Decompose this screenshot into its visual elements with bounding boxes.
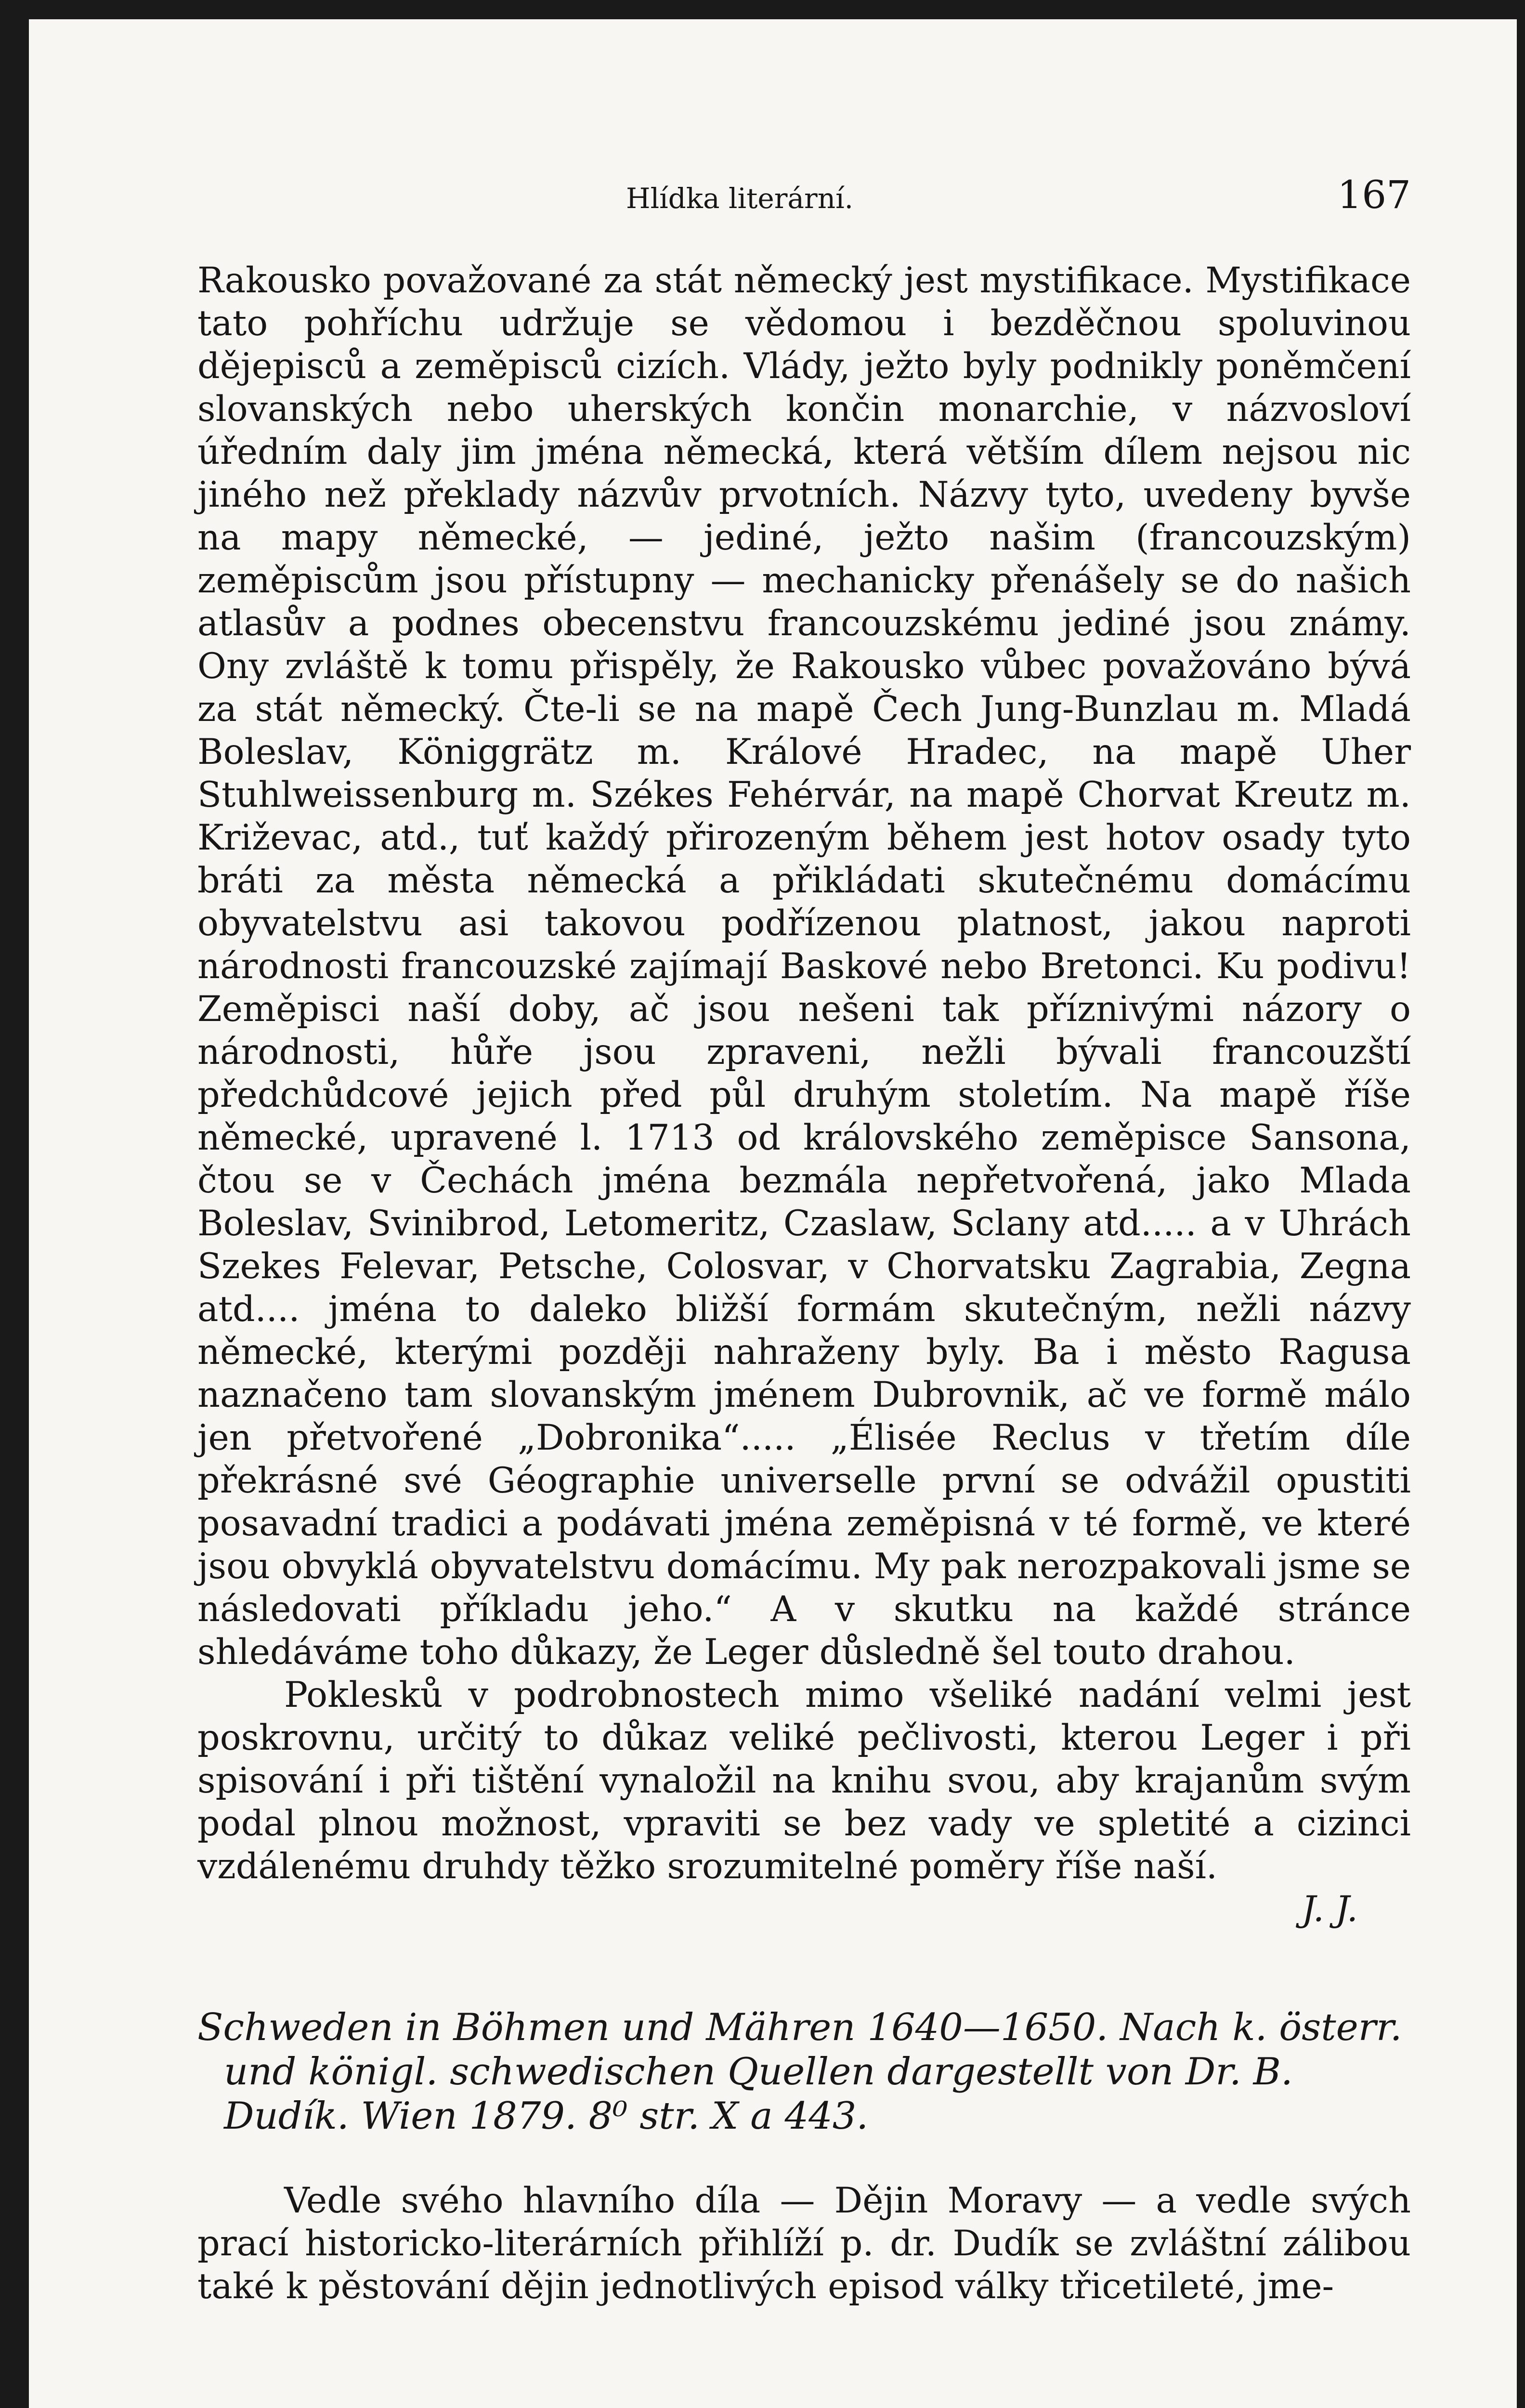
running-title: Hlídka literární. (626, 182, 854, 215)
paragraph-conclusion: Poklesků v podrobnostech mimo všeliké nadání velmi jest poskrovnu, určitý to důkaz veliké pečlivosti, kterou Leger i při spisování i při tištění vynaložil na knihu svou, aby krajanům svým podal plnou možnost, vpraviti se bez vady ve spletité a cizinci vzdálenému druhdy těžko srozumitelné poměry říše naší. (197, 1675, 1411, 1887)
page-header (197, 172, 1411, 225)
book-page (29, 19, 1517, 2408)
page-number: 167 (1337, 172, 1411, 217)
paragraph-geography-names: Rakousko považované za stát německý jest mystifikace. Mystifikace tato pohříchu udržuje se vědomou i bezděčnou spoluvinou dějepisců a zeměpisců cizích. Vlády, ježto byly podnikly poněmčení slovanských nebo uherských končin monarchie, v názvosloví úředním daly jim jména německá, která větším dílem nejsou nic jiného než překlady názvův prvotních. Názvy tyto, uvedeny byvše na mapy německé, — jediné, ježto našim (francouzským) zeměpiscům jsou přístupny — mechanicky přenášely se do našich atlasův a podnes obecenstvu francouzskému jediné jsou známy. Ony zvláště k tomu přispěly, že Rakousko vůbec považováno bývá za stát německý. Čte-li se na mapě Čech Jung-Bunzlau m. Mladá Boleslav, Königgrätz m. Králové Hradec, na mapě Uher Stuhlweissenburg m. Székes Fehérvár, na mapě Chorvat Kreutz m. Križevac, atd., tuť každý přirozeným během jest hotov osady tyto bráti za města německá a přikládati skutečnému domácímu obyvatelstvu asi takovou podřízenou platnost, jakou naproti národnosti francouzské zajímají Baskové nebo Bretonci. Ku podivu! Zeměpisci naší doby, ač jsou nešeni tak příznivými názory o národnosti, hůře jsou zpraveni, nežli bývali francouzští předchůdcové jejich před půl druhým stoletím. Na mapě říše německé, upravené l. 1713 od královského zeměpisce Sansona, čtou se v Čechách jména bezmála nepřetvořená, jako Mlada Boleslav, Svinibrod, Letomeritz, Czaslaw, Sclany atd..... a v Uhrách Szekes Felevar, Petsche, Colosvar, v Chorvatsku Zagrabia, Zegna atd.... jména to daleko bližší formám skutečným, nežli názvy německé, kterými později nahraženy byly. Ba i město Ragusa naznačeno tam slovanským jménem Dubrovnik, ač ve formě málo jen přetvořené „Dobronika“..... „Élisée Reclus v třetím díle překrásné své Géographie universelle první se odvážil opustiti posavadní tradici a podávati jména zeměpisná v té formě, ve které jsou obvyklá obyvatelstvu domácímu. My pak nerozpakovali jsme se následovati příkladu jeho.“ A v skutku na každé stránce shledáváme toho důkazy, že Leger důsledně šel touto drahou. (197, 260, 1411, 1673)
author-signature: J. J. (1302, 1889, 1358, 1930)
bibliographic-entry: Schweden in Böhmen und Mähren 1640—1650. Nach k. österr. und königl. schwedischen Quellen dargestellt von Dr. B. Dudík. Wien 1879. 8⁰ str. X a 443. (197, 2006, 1402, 2138)
paragraph-review-start: Vedle svého hlavního díla — Dějin Moravy — a vedle svých prací historicko-literárních přihlíží p. dr. Dudík se zvláštní zálibou také k pěstování dějin jednotlivých episod války třicetileté, jme- (197, 2180, 1411, 2307)
